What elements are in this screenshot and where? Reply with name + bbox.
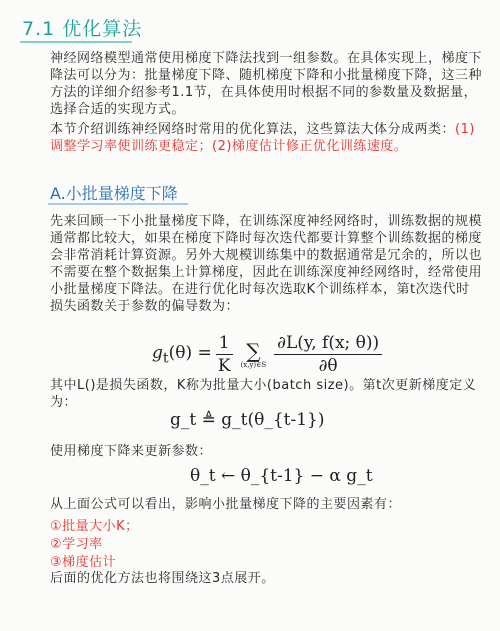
section-title: A.小批量梯度下降 <box>50 184 178 203</box>
formula-update: θ_t ← θ_{t-1} − α g_t <box>190 466 373 486</box>
factor-item: ②学习率 <box>50 537 103 552</box>
section-paragraph-4: 从上面公式可以看出，影响小批量梯度下降的主要因素有： <box>50 497 402 512</box>
section-underline <box>48 203 188 205</box>
intro-paragraph-2 <box>50 121 482 155</box>
formula-sum: ∑ (x,y)∈S <box>240 338 267 369</box>
section-paragraph-5: 后面的优化方法也将围绕这3点展开。 <box>50 571 275 586</box>
formula-g: $g_t(\theta)$ = <box>152 343 212 367</box>
formula-one-over-k: $\frac{1}{K}$ <box>216 333 233 376</box>
section-paragraph-3: 使用梯度下降来更新参数： <box>50 444 213 459</box>
section-paragraph-2: 其中L()是损失函数，K称为批量大小(batch size)。第t次更新梯度定义为： <box>50 378 477 410</box>
title-underline <box>20 41 132 43</box>
formula-gradient <box>152 333 386 376</box>
formula-partial: $\frac{\partial L(y, f(x; \theta))}{\partial\theta}$ <box>274 333 382 376</box>
formula-gradient-def: g_t ≜ g_t(θ_{t-1}) <box>170 410 325 430</box>
intro-paragraph-2-highlight: (1)调整学习率使训练更稳定；(2)梯度估计修正优化训练速度。 <box>50 122 475 154</box>
factor-item: ③梯度估计 <box>50 555 117 570</box>
intro-paragraph-2-text: 本节介绍训练神经网络时常用的优化算法，这些算法大体分成两类： <box>50 122 456 137</box>
section-paragraph-1: 先来回顾一下小批量梯度下降，在训练深度神经网络时，训练数据的规模通常都比较大，如果在梯度下降时每次迭代都要计算整个训练数据的梯度会非常消耗计算资源。另外大规模训练集中的数据通常是冗余的，所以也不需要在整个数据集上计算梯度，因此在训练深度神经网络时，经常使用小批量梯度下降法。在进行优化时每次选取K个训练样本，第t次迭代时损失函数关于参数的偏导数为： <box>50 214 483 314</box>
factor-item: ①批量大小K； <box>50 519 139 534</box>
intro-paragraph-1: 神经网络模型通常使用梯度下降法找到一组参数。在具体实现上，梯度下降法可以分为：批量梯度下降、随机梯度下降和小批量梯度下降，这三种方法的详细介绍参考1.1节，在具体使用时根据不同的参数量及数据量，选择合适的实现方式。 <box>50 51 483 117</box>
page-title: 7.1 优化算法 <box>22 18 143 40</box>
